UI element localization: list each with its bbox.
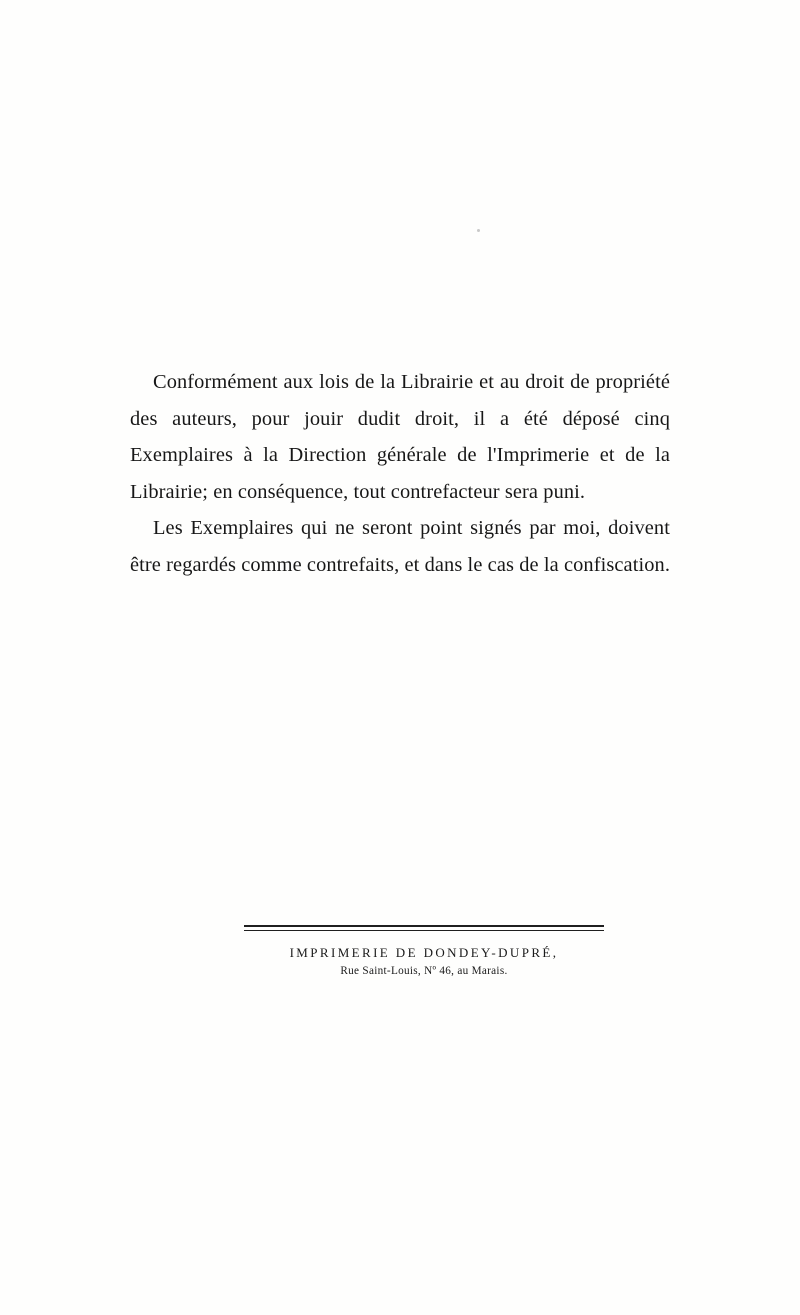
printer-address: Rue Saint-Louis, Nº 46, au Marais. [340,965,508,977]
printer-name: IMPRIMERIE DE DONDEY-DUPRÉ, [289,945,559,960]
rule-thin [244,930,604,931]
rule-thick [244,925,604,927]
notice-paragraph-1: Conformément aux lois de la Librairie et au droit de propriété des auteurs, pour jouir dudit droit, il a été déposé cinq Exemplaires à la Direction générale de l'Imprimerie et de la Librairie; en conséquence, tout contrefacteur sera puni. [130,371,670,503]
double-rule [244,925,604,932]
copyright-notice [130,364,670,583]
printer-imprint [238,925,610,979]
paper-speck [477,229,480,232]
notice-paragraph-2: Les Exemplaires qui ne seront point signés par moi, doivent être regardés comme contrefaits, et dans le cas de la confiscation. [130,517,671,576]
